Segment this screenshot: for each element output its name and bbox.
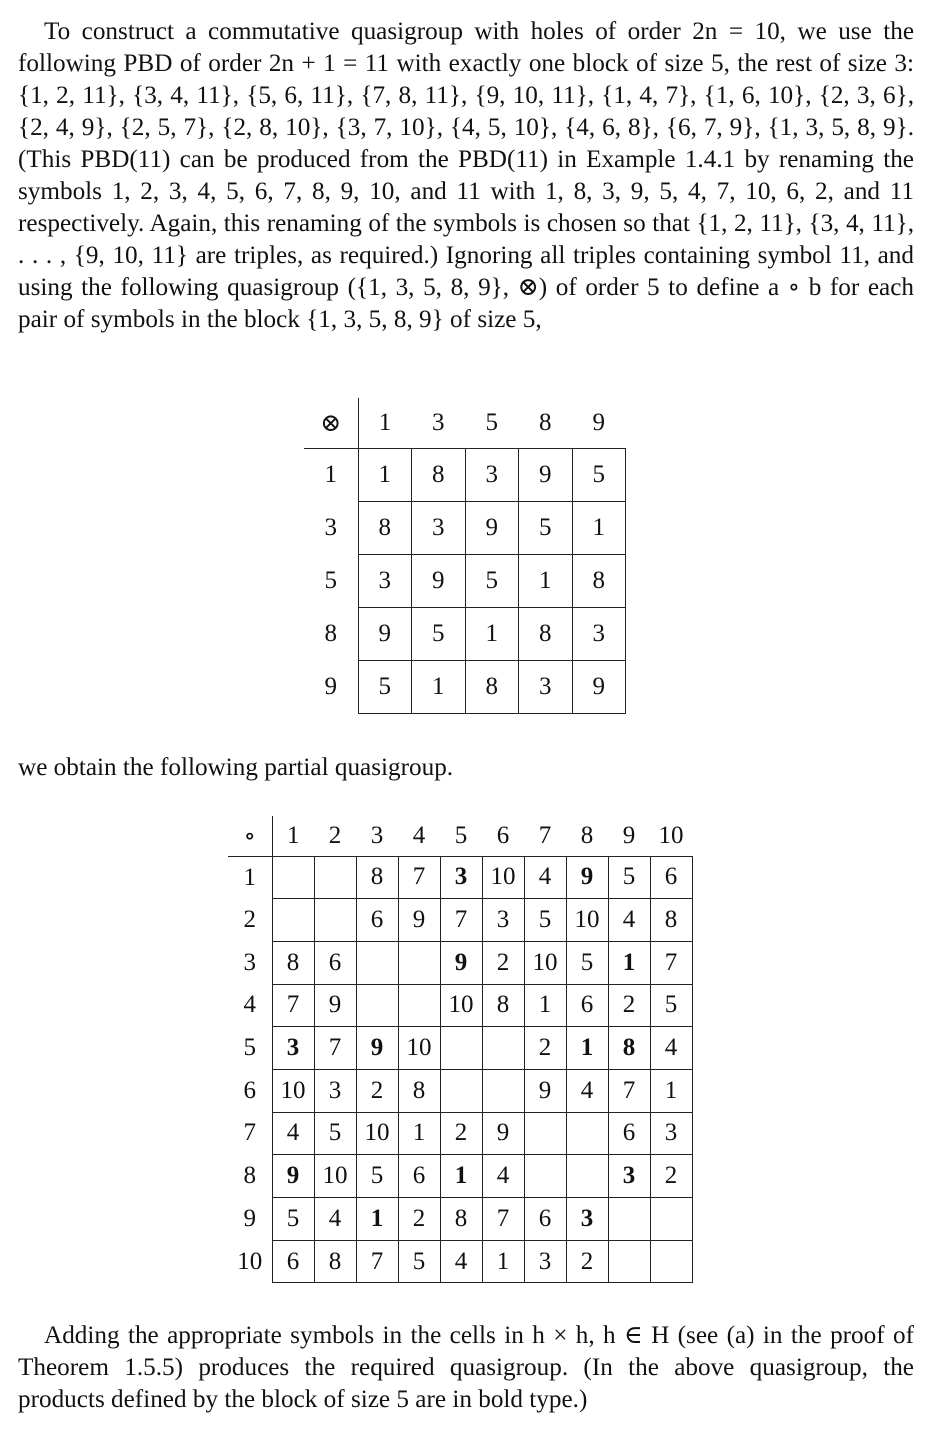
row-header: 9: [304, 660, 358, 713]
table-cell: 6: [398, 1155, 440, 1198]
column-header: 7: [524, 816, 566, 856]
table-cell: 9: [572, 660, 626, 713]
row-header: 5: [304, 554, 358, 607]
intro-paragraph-text: To construct a commutative quasigroup with holes of order 2n = 10, we use the following PBD of order 2n + 1 = 11 with exactly one block of size 5, the rest of size 3: {1, 2, 11}, {3, 4, 11}, {5, 6, 11}, {7, 8, 11}, {9, 10, 11}, {1, 4, 7}, {1, 6, 10}, {2, 3, 6}, {2, 4, 9}, {2, 5, 7}, {2, 8, 10}, {3, 7, 10}, {4, 5, 10}, {4, 6, 8}, {6, 7, 9}, {1, 3, 5, 8, 9}. (This PBD(11) can be produced from the PBD(11) in Example 1.4.1 by renaming the symbols 1, 2, 3, 4, 5, 6, 7, 8, 9, 10, and 11 with 1, 8, 3, 9, 5, 4, 7, 10, 6, 2, and 11 respectively. Again, this renaming of the symbols is chosen so that {1, 2, 11}, {3, 4, 11}, . . . , {9, 10, 11} are triples, as required.) Ignoring all triples containing symbol 11, and using the following quasigroup ({1, 3, 5, 8, 9}, ⊗) of order 5 to define a ∘ b for each pair of symbols in the block {1, 3, 5, 8, 9} of size 5,: [18, 18, 914, 333]
table-cell: 2: [608, 984, 650, 1027]
table-cell: 10: [482, 856, 524, 899]
table-cell: 8: [356, 856, 398, 899]
table-cell: 8: [482, 984, 524, 1027]
table-row: [228, 1240, 692, 1283]
operator-symbol: ⊗: [304, 398, 358, 448]
table-cell: [608, 1240, 650, 1283]
table-cell: 8: [465, 660, 519, 713]
table-cell: 4: [524, 856, 566, 899]
table-cell: 6: [650, 856, 692, 899]
row-header: 9: [228, 1198, 272, 1241]
table-cell: 9: [272, 1155, 314, 1198]
table-cell: 10: [398, 1027, 440, 1070]
table-cell: 5: [608, 856, 650, 899]
table-cell: 5: [524, 899, 566, 942]
table-cell: [482, 1027, 524, 1070]
table-row: [228, 1069, 692, 1112]
table-row: [304, 607, 626, 660]
table-cell: 4: [608, 899, 650, 942]
row-header: 2: [228, 899, 272, 942]
table-cell: 9: [519, 448, 573, 501]
table-cell: 3: [314, 1069, 356, 1112]
table-cell: 3: [519, 660, 573, 713]
table-otimes-order-5: [304, 398, 626, 714]
table-cell: 5: [465, 554, 519, 607]
table-cell: 7: [314, 1027, 356, 1070]
table-cell: [314, 856, 356, 899]
table-cell: 3: [440, 856, 482, 899]
table-row: [304, 501, 626, 554]
row-header: 3: [228, 941, 272, 984]
table-row: [228, 1027, 692, 1070]
table-cell: 3: [412, 501, 466, 554]
table-cell: 8: [398, 1069, 440, 1112]
table-cell: 1: [608, 941, 650, 984]
row-header: 3: [304, 501, 358, 554]
table-cell: 5: [412, 607, 466, 660]
table-cell: 3: [572, 607, 626, 660]
table-cell: 4: [650, 1027, 692, 1070]
table-cell: 10: [356, 1112, 398, 1155]
column-header: 9: [572, 398, 626, 448]
table-cell: 2: [566, 1240, 608, 1283]
row-header: 4: [228, 984, 272, 1027]
table-cell: 7: [608, 1069, 650, 1112]
table-cell: [314, 899, 356, 942]
table-cell: 10: [314, 1155, 356, 1198]
table-cell: [272, 856, 314, 899]
table-cell: 3: [358, 554, 412, 607]
table-cell: 8: [572, 554, 626, 607]
column-header: 8: [519, 398, 573, 448]
table-cell: 1: [524, 984, 566, 1027]
table-cell: 8: [650, 899, 692, 942]
table-cell: 7: [440, 899, 482, 942]
table-cell: 9: [440, 941, 482, 984]
table-cell: 9: [356, 1027, 398, 1070]
table-cell: [272, 899, 314, 942]
table-cell: 5: [314, 1112, 356, 1155]
column-header: 1: [272, 816, 314, 856]
table-row: [228, 1155, 692, 1198]
table-cell: 8: [314, 1240, 356, 1283]
table-cell: 5: [358, 660, 412, 713]
table-cell: 3: [272, 1027, 314, 1070]
table-cell: 9: [465, 501, 519, 554]
table-cell: 4: [482, 1155, 524, 1198]
row-header: 8: [228, 1155, 272, 1198]
table-cell: 5: [272, 1198, 314, 1241]
column-header: 10: [650, 816, 692, 856]
table-cell: [608, 1198, 650, 1241]
table-cell: [566, 1155, 608, 1198]
table-cell: 1: [358, 448, 412, 501]
row-header: 10: [228, 1240, 272, 1283]
table-cell: 1: [356, 1198, 398, 1241]
table-cell: 6: [566, 984, 608, 1027]
table-cell: 4: [440, 1240, 482, 1283]
table-row: [228, 941, 692, 984]
table-partial-quasigroup: [228, 816, 693, 1283]
table-cell: 7: [650, 941, 692, 984]
table-cell: 3: [566, 1198, 608, 1241]
table-cell: 9: [358, 607, 412, 660]
row-header: 7: [228, 1112, 272, 1155]
table-cell: 4: [566, 1069, 608, 1112]
table-cell: 10: [566, 899, 608, 942]
column-header: 2: [314, 816, 356, 856]
column-header: 6: [482, 816, 524, 856]
table-cell: 1: [572, 501, 626, 554]
table-cell: 2: [524, 1027, 566, 1070]
table-cell: 8: [272, 941, 314, 984]
table-cell: [524, 1112, 566, 1155]
table-cell: 2: [482, 941, 524, 984]
table-cell: 3: [608, 1155, 650, 1198]
table-cell: [524, 1155, 566, 1198]
table-cell: [482, 1069, 524, 1112]
table-cell: 3: [465, 448, 519, 501]
table-cell: 5: [572, 448, 626, 501]
table-cell: [650, 1240, 692, 1283]
table-cell: 2: [398, 1198, 440, 1241]
table-cell: 9: [412, 554, 466, 607]
table-cell: 1: [465, 607, 519, 660]
row-header: 1: [228, 856, 272, 899]
closing-paragraph-text: Adding the appropriate symbols in the cells in h × h, h ∈ H (see (a) in the proof of Theorem 1.5.5) produces the required quasigroup. (In the above quasigroup, the products defined by the block of size 5 are in bold type.): [18, 1322, 914, 1413]
table-row: [228, 1112, 692, 1155]
table-row: [228, 899, 692, 942]
header-row: [228, 816, 692, 856]
table-cell: 5: [398, 1240, 440, 1283]
table-cell: 9: [524, 1069, 566, 1112]
table-cell: 1: [398, 1112, 440, 1155]
table-cell: 7: [398, 856, 440, 899]
table-cell: [356, 941, 398, 984]
closing-paragraph: [18, 1320, 914, 1416]
table-row: [304, 660, 626, 713]
table-cell: 6: [524, 1198, 566, 1241]
row-header: 5: [228, 1027, 272, 1070]
table-cell: 1: [482, 1240, 524, 1283]
table-row: [304, 554, 626, 607]
table-row: [228, 984, 692, 1027]
table-cell: 6: [314, 941, 356, 984]
column-header: 3: [412, 398, 466, 448]
table-cell: [650, 1198, 692, 1241]
table-cell: 5: [650, 984, 692, 1027]
table-cell: 6: [272, 1240, 314, 1283]
row-header: 6: [228, 1069, 272, 1112]
table-cell: [398, 941, 440, 984]
table-cell: 10: [272, 1069, 314, 1112]
table-cell: 7: [356, 1240, 398, 1283]
table-cell: 1: [519, 554, 573, 607]
table-cell: 2: [356, 1069, 398, 1112]
table-row: [228, 856, 692, 899]
column-header: 5: [465, 398, 519, 448]
column-header: 4: [398, 816, 440, 856]
table-cell: 6: [608, 1112, 650, 1155]
table-cell: 10: [524, 941, 566, 984]
table-cell: [440, 1027, 482, 1070]
table-cell: 5: [566, 941, 608, 984]
table-cell: [440, 1069, 482, 1112]
table-cell: 7: [272, 984, 314, 1027]
table-cell: 3: [524, 1240, 566, 1283]
table-cell: 4: [314, 1198, 356, 1241]
table-cell: 1: [650, 1069, 692, 1112]
table-cell: 2: [650, 1155, 692, 1198]
table-cell: 8: [412, 448, 466, 501]
intro-paragraph: [18, 16, 914, 336]
table-cell: 6: [356, 899, 398, 942]
table-cell: 5: [519, 501, 573, 554]
operator-symbol: ∘: [228, 816, 272, 856]
table-cell: 5: [356, 1155, 398, 1198]
table-row: [228, 1198, 692, 1241]
column-header: 1: [358, 398, 412, 448]
table-cell: 9: [482, 1112, 524, 1155]
table-cell: 9: [398, 899, 440, 942]
column-header: 5: [440, 816, 482, 856]
row-header: 1: [304, 448, 358, 501]
table-cell: 3: [650, 1112, 692, 1155]
table-cell: 8: [608, 1027, 650, 1070]
table-row: [304, 448, 626, 501]
column-header: 9: [608, 816, 650, 856]
table-cell: 9: [566, 856, 608, 899]
table-cell: [398, 984, 440, 1027]
column-header: 3: [356, 816, 398, 856]
table-cell: 1: [440, 1155, 482, 1198]
table-cell: 1: [566, 1027, 608, 1070]
header-row: [304, 398, 626, 448]
column-header: 8: [566, 816, 608, 856]
table-cell: 10: [440, 984, 482, 1027]
table-cell: 3: [482, 899, 524, 942]
table-cell: 9: [314, 984, 356, 1027]
table-cell: 7: [482, 1198, 524, 1241]
table-cell: [356, 984, 398, 1027]
transition-paragraph: we obtain the following partial quasigroup.: [18, 754, 454, 781]
table-cell: 8: [440, 1198, 482, 1241]
table-cell: [566, 1112, 608, 1155]
table-cell: 4: [272, 1112, 314, 1155]
row-header: 8: [304, 607, 358, 660]
table-cell: 2: [440, 1112, 482, 1155]
table-cell: 8: [358, 501, 412, 554]
table-cell: 8: [519, 607, 573, 660]
table-cell: 1: [412, 660, 466, 713]
